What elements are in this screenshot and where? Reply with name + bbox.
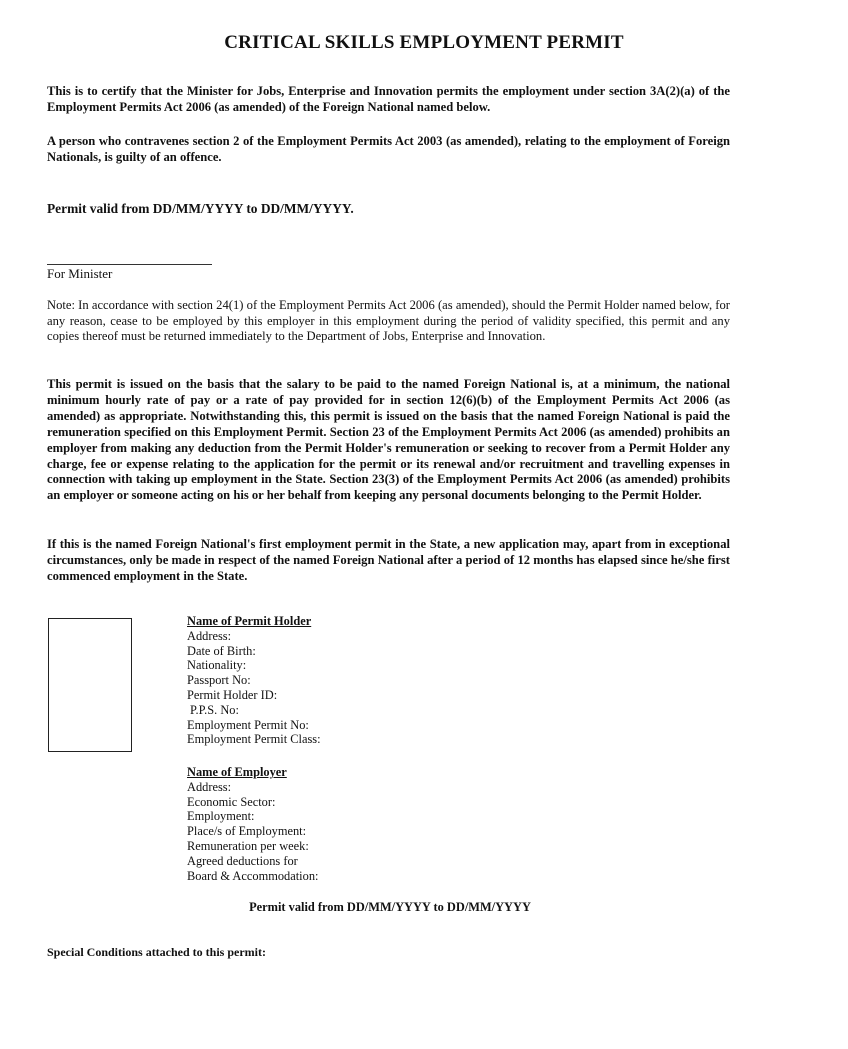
special-conditions-label: Special Conditions attached to this permit: xyxy=(47,945,266,959)
offence-paragraph: A person who contravenes section 2 of the Employment Permits Act 2003 (as amended), relating to the employment of Foreign Nationals, is guilty of an offence. xyxy=(47,134,730,164)
employer-field-economic-sector: Economic Sector: xyxy=(187,794,276,809)
employer-field-board-accommodation: Board & Accommodation: xyxy=(187,868,319,883)
note-paragraph: Note: In accordance with section 24(1) of the Employment Permits Act 2006 (as amended), should the Permit Holder named below, for any reason, cease to be employed by this employer in this employment during the period of validity specified, this permit and any copies thereof must be returned immediately to the Department of Jobs, Enterprise and Innovation. xyxy=(47,298,730,343)
employer-field-address: Address: xyxy=(187,779,232,794)
employer-field-places-of-employment: Place/s of Employment: xyxy=(187,824,307,839)
holder-field-nationality: Nationality: xyxy=(187,658,247,673)
holder-field-address: Address: xyxy=(187,628,232,643)
signature-line xyxy=(47,264,212,265)
for-minister-label: For Minister xyxy=(47,266,113,281)
holder-field-passport-no: Passport No: xyxy=(187,673,251,688)
holder-field-permit-holder-id: Permit Holder ID: xyxy=(187,687,278,702)
document-title: CRITICAL SKILLS EMPLOYMENT PERMIT xyxy=(224,32,624,53)
permit-holder-heading: Name of Permit Holder xyxy=(187,614,312,628)
employer-details xyxy=(187,765,318,883)
salary-basis-paragraph: This permit is issued on the basis that the salary to be paid to the named Foreign National is, at a minimum, the national minimum hourly rate of pay or a rate of pay provided for in section 12(6)(b) of the Employment Permits Act 2006 (as amended) as appropriate. Notwithstanding this, this permit is issued on the basis that the named Foreign National is paid the remuneration specified on this Employment Permit. Section 23 of the Employment Permits Act 2006 (as amended) prohibits an employer from making any deduction from the Permit Holder's remuneration or seeking to recover from a Permit Holder any charge, fee or expense relating to the application for the permit or its renewal and/or recruitment and travelling expenses in connection with taking up employment in the State. Section 23(3) of the Employment Permits Act 2006 (as amended) prohibits an employer or someone acting on his or her behalf from keeping any personal documents belonging to the Permit Holder. xyxy=(47,377,730,503)
photo-placeholder-box xyxy=(48,618,132,752)
certification-paragraph: This is to certify that the Minister for Jobs, Enterprise and Innovation permits the employment under section 3A(2)(a) of the Employment Permits Act 2006 (as amended) of the Foreign National named below. xyxy=(47,84,730,114)
permit-holder-details xyxy=(187,614,321,747)
validity-statement: Permit valid from DD/MM/YYYY to DD/MM/YYYY. xyxy=(47,201,354,216)
holder-field-permit-no: Employment Permit No: xyxy=(187,717,309,732)
validity-statement-footer: Permit valid from DD/MM/YYYY to DD/MM/YYYY xyxy=(249,900,531,914)
employer-field-agreed-deductions: Agreed deductions for xyxy=(187,853,298,868)
employer-heading: Name of Employer xyxy=(187,765,287,779)
employer-field-employment: Employment: xyxy=(187,809,255,824)
holder-field-permit-class: Employment Permit Class: xyxy=(187,732,321,747)
holder-field-date-of-birth: Date of Birth: xyxy=(187,643,256,658)
employer-field-remuneration: Remuneration per week: xyxy=(187,838,309,853)
first-permit-paragraph: If this is the named Foreign National's first employment permit in the State, a new application may, apart from in exceptional circumstances, only be made in respect of the named Foreign National after a period of 12 months has elapsed since he/she first commenced employment in the State. xyxy=(47,537,730,583)
holder-field-pps-no: P.P.S. No: xyxy=(190,702,239,717)
